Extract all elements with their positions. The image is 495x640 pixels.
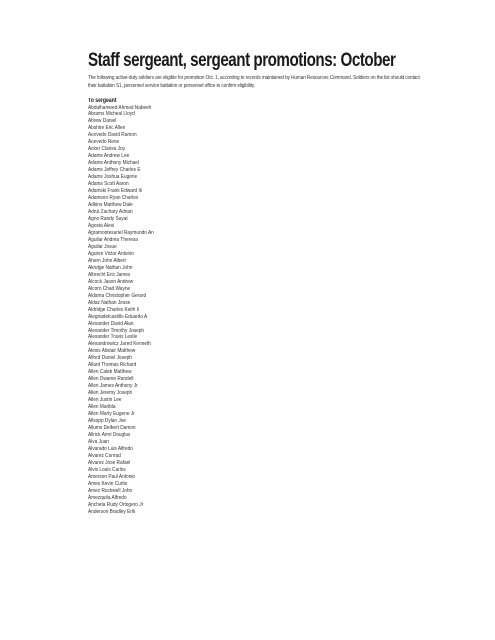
list-item: Allrick Amri Douglas [88,432,131,439]
list-item: Abshire Eric Allen [88,125,126,132]
list-item: Aldridge Charles Keith Ii [88,306,140,313]
list-item: Acevedo Rene [88,139,120,146]
list-item: Alcorn Chad Wayne [88,285,131,292]
list-item: Ames Kevin Curtis [88,480,128,487]
list-item: Adrut Zachary Adrian [88,209,133,216]
list-item: Agno Randy Suyat [88,216,128,222]
list-item: Allen Jeremy Joseph [88,390,133,397]
list-item: Adams Joshua Eugene [88,174,138,181]
list-item: Allen Maribla [88,404,116,411]
list-item: Amez Rockwell John [88,487,133,494]
list-item: Allen Caleb Matthew [88,369,132,376]
list-item: Allen James Anthony Jr [88,383,138,390]
list-item: Amezquita Alfredo [88,494,127,501]
list-item: Abrams Micheal Lloyd [88,111,135,118]
list-item: Allums Delbert Damon [88,425,136,432]
list-item: Alford Daniel Joseph [88,355,132,362]
list-item: Alvis Louis Carlos [88,466,126,473]
list-item: Agramontesuriel Raymundo An [88,229,154,236]
list-item: Adams Andrew Lee [88,153,130,160]
list-item: Aguirre Victor Antonio [88,250,134,257]
list-item: Alexander Travis Leslie [88,334,138,341]
list-item: Albrecht Eric James [88,271,131,278]
list-item: Allen Dwame Randell [88,376,134,383]
list-item: Alexander David Alan [88,320,134,327]
list-item: Ahern John Albert [88,257,126,264]
list-item: Alcock Jason Andrew [88,278,134,285]
list-item: Aguilar Andrea Theresa [88,236,138,243]
names-list [88,105,154,516]
intro-paragraph: The following active-duty soldiers are eligible for promotion Oct. 1, according to records maintained by Human Resources Command. Soldiers on the list should contact their battalion S1, personnel service battalion or personnel office to confirm eligibility. [88,75,420,89]
list-item: Allard Thomas Richard [88,362,137,369]
list-item: Acevedo David Ramon [88,132,137,139]
list-item: Acker Clarisa Joy [88,146,126,153]
list-item: Abdulhameed Ahmad Nabeeh [88,104,152,111]
list-item: Allen Marty Eugene Jr [88,411,135,418]
page-title: Staff sergeant, sergeant promotions: October [88,50,396,71]
list-item: Alegriadelcastillo Eduardo A [88,313,148,320]
list-item: Akridge Nathan John [88,264,133,271]
list-item: Anderson Bradley Erik [88,508,136,515]
list-item: Aldama Christopher Gerard [88,292,147,299]
section-heading: To sergeant [88,98,117,104]
list-item: Aguilar Josue [88,243,117,250]
list-item: Alvarez Conrad [88,452,121,459]
list-item: Aldaz Nathan Jesse [88,299,131,306]
list-item: Allen Justin Lee [88,397,122,404]
list-item: Alexandrowicz Jared Kenneth [88,341,151,348]
list-item: Adamson Ryan Charles [88,195,139,202]
list-item: Adamski Frank Edward Iii [88,188,142,195]
list-item: Alvarado Luis Alfredo [88,445,133,452]
list-item: Ancheta Rudy Ortogero Jr [88,501,144,508]
list-item: Agosta Alexi [88,222,115,229]
list-item: Amerson Paul Antonio [88,473,136,480]
list-item: Adams Scott Aaron [88,181,129,188]
list-item: Alva Juan [88,439,109,445]
list-item: Alvarez Jose Rafael [88,459,131,466]
list-item: Adkins Matthew Dale [88,202,133,209]
list-item: Allsopp Dylan Joe [88,418,127,425]
list-item: Adams Anthony Michael [88,160,140,167]
list-item: Alexis Alistair Matthew [88,348,136,355]
list-item: Abrew Daniel [88,118,117,125]
list-item: Alexander Timothy Joseph [88,327,145,334]
list-item: Adams Jeffrey Charles E [88,167,141,174]
